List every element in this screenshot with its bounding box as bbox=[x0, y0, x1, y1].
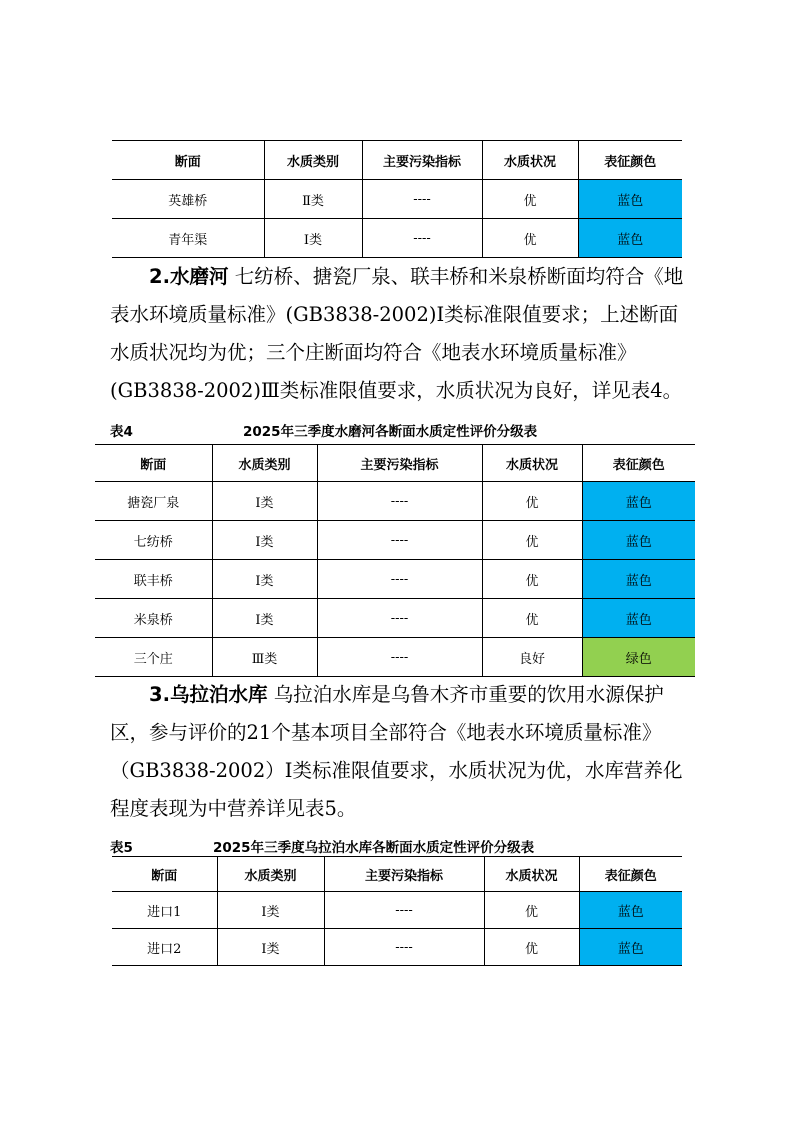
table-row bbox=[112, 180, 682, 219]
section-cell: 进口1 bbox=[112, 892, 217, 929]
pollutant-cell: ---- bbox=[317, 599, 482, 638]
class-cell: Ⅲ类 bbox=[212, 638, 317, 677]
pollutant-cell: ---- bbox=[317, 521, 482, 560]
color-cell: 蓝色 bbox=[582, 482, 695, 521]
table-row bbox=[112, 929, 682, 966]
class-cell: Ⅰ类 bbox=[212, 560, 317, 599]
class-cell: Ⅰ类 bbox=[217, 929, 324, 966]
pollutant-cell: ---- bbox=[317, 560, 482, 599]
table-label: 表4 bbox=[110, 424, 133, 440]
header-cell: 水质类别 bbox=[264, 141, 362, 180]
pollutant-cell: ---- bbox=[317, 482, 482, 521]
color-cell: 蓝色 bbox=[578, 180, 682, 219]
pollutant-cell: ---- bbox=[362, 180, 482, 219]
table-header-row bbox=[112, 141, 682, 180]
color-cell: 蓝色 bbox=[582, 521, 695, 560]
pollutant-cell: ---- bbox=[324, 892, 484, 929]
section-cell: 联丰桥 bbox=[95, 560, 212, 599]
status-cell: 优 bbox=[484, 892, 579, 929]
status-cell: 良好 bbox=[482, 638, 582, 677]
table-2 bbox=[95, 444, 695, 677]
table-header-row bbox=[112, 857, 682, 892]
section-cell: 米泉桥 bbox=[95, 599, 212, 638]
header-cell: 水质状况 bbox=[482, 445, 582, 482]
section-cell: 进口2 bbox=[112, 929, 217, 966]
table-row bbox=[112, 219, 682, 258]
class-cell: Ⅰ类 bbox=[217, 892, 324, 929]
table-row bbox=[95, 560, 695, 599]
color-cell: 蓝色 bbox=[582, 599, 695, 638]
status-cell: 优 bbox=[482, 482, 582, 521]
pollutant-cell: ---- bbox=[362, 219, 482, 258]
table-row bbox=[95, 521, 695, 560]
header-cell: 主要污染指标 bbox=[362, 141, 482, 180]
class-cell: Ⅰ类 bbox=[212, 521, 317, 560]
class-cell: Ⅰ类 bbox=[212, 599, 317, 638]
status-cell: 优 bbox=[482, 599, 582, 638]
section-cell: 三个庄 bbox=[95, 638, 212, 677]
header-cell: 断面 bbox=[112, 141, 264, 180]
pollutant-cell: ---- bbox=[317, 638, 482, 677]
paragraph-shuimohe bbox=[110, 258, 690, 410]
color-cell: 蓝色 bbox=[579, 892, 682, 929]
table-title: 2025年三季度乌拉泊水库各断面水质定性评价分级表 bbox=[213, 840, 535, 856]
status-cell: 优 bbox=[482, 521, 582, 560]
table-header-row bbox=[95, 445, 695, 482]
section-heading: 3.乌拉泊水库 bbox=[149, 683, 268, 706]
pollutant-cell: ---- bbox=[324, 929, 484, 966]
status-cell: 优 bbox=[482, 219, 578, 258]
table-row bbox=[112, 892, 682, 929]
color-cell: 绿色 bbox=[582, 638, 695, 677]
header-cell: 主要污染指标 bbox=[324, 857, 484, 892]
status-cell: 优 bbox=[482, 560, 582, 599]
header-cell: 表征颜色 bbox=[582, 445, 695, 482]
header-cell: 断面 bbox=[112, 857, 217, 892]
table-label: 表5 bbox=[110, 840, 133, 856]
header-cell: 断面 bbox=[95, 445, 212, 482]
section-cell: 青年渠 bbox=[112, 219, 264, 258]
status-cell: 优 bbox=[484, 929, 579, 966]
header-cell: 表征颜色 bbox=[578, 141, 682, 180]
header-cell: 水质类别 bbox=[212, 445, 317, 482]
table-row bbox=[95, 638, 695, 677]
header-cell: 水质状况 bbox=[482, 141, 578, 180]
table-1 bbox=[112, 140, 682, 258]
class-cell: Ⅱ类 bbox=[264, 180, 362, 219]
table-row bbox=[95, 482, 695, 521]
table-row bbox=[95, 599, 695, 638]
table-title: 2025年三季度水磨河各断面水质定性评价分级表 bbox=[243, 424, 538, 440]
color-cell: 蓝色 bbox=[579, 929, 682, 966]
table-3 bbox=[112, 856, 682, 966]
section-heading: 2.水磨河 bbox=[149, 265, 229, 288]
color-cell: 蓝色 bbox=[578, 219, 682, 258]
header-cell: 表征颜色 bbox=[579, 857, 682, 892]
class-cell: Ⅰ类 bbox=[212, 482, 317, 521]
paragraph-urumqi-reservoir bbox=[110, 676, 690, 828]
status-cell: 优 bbox=[482, 180, 578, 219]
header-cell: 水质状况 bbox=[484, 857, 579, 892]
color-cell: 蓝色 bbox=[582, 560, 695, 599]
section-cell: 七纺桥 bbox=[95, 521, 212, 560]
paragraph-body: 乌拉泊水库是乌鲁木齐市重要的饮用水源保护区，参与评价的21个基本项目全部符合《地表水环境质量标准》（GB3838-2002）Ⅰ类标准限值要求，水质状况为优，水库营养化程度表现为中营养详见表5。 bbox=[110, 683, 683, 820]
header-cell: 主要污染指标 bbox=[317, 445, 482, 482]
section-cell: 英雄桥 bbox=[112, 180, 264, 219]
paragraph-body: 七纺桥、搪瓷厂泉、联丰桥和米泉桥断面均符合《地表水环境质量标准》(GB3838-2002)Ⅰ类标准限值要求；上述断面水质状况均为优；三个庄断面均符合《地表水环境质量标准》(GB3838-2002)Ⅲ类标准限值要求，水质状况为良好，详见表4。 bbox=[110, 265, 684, 402]
header-cell: 水质类别 bbox=[217, 857, 324, 892]
class-cell: Ⅰ类 bbox=[264, 219, 362, 258]
section-cell: 搪瓷厂泉 bbox=[95, 482, 212, 521]
